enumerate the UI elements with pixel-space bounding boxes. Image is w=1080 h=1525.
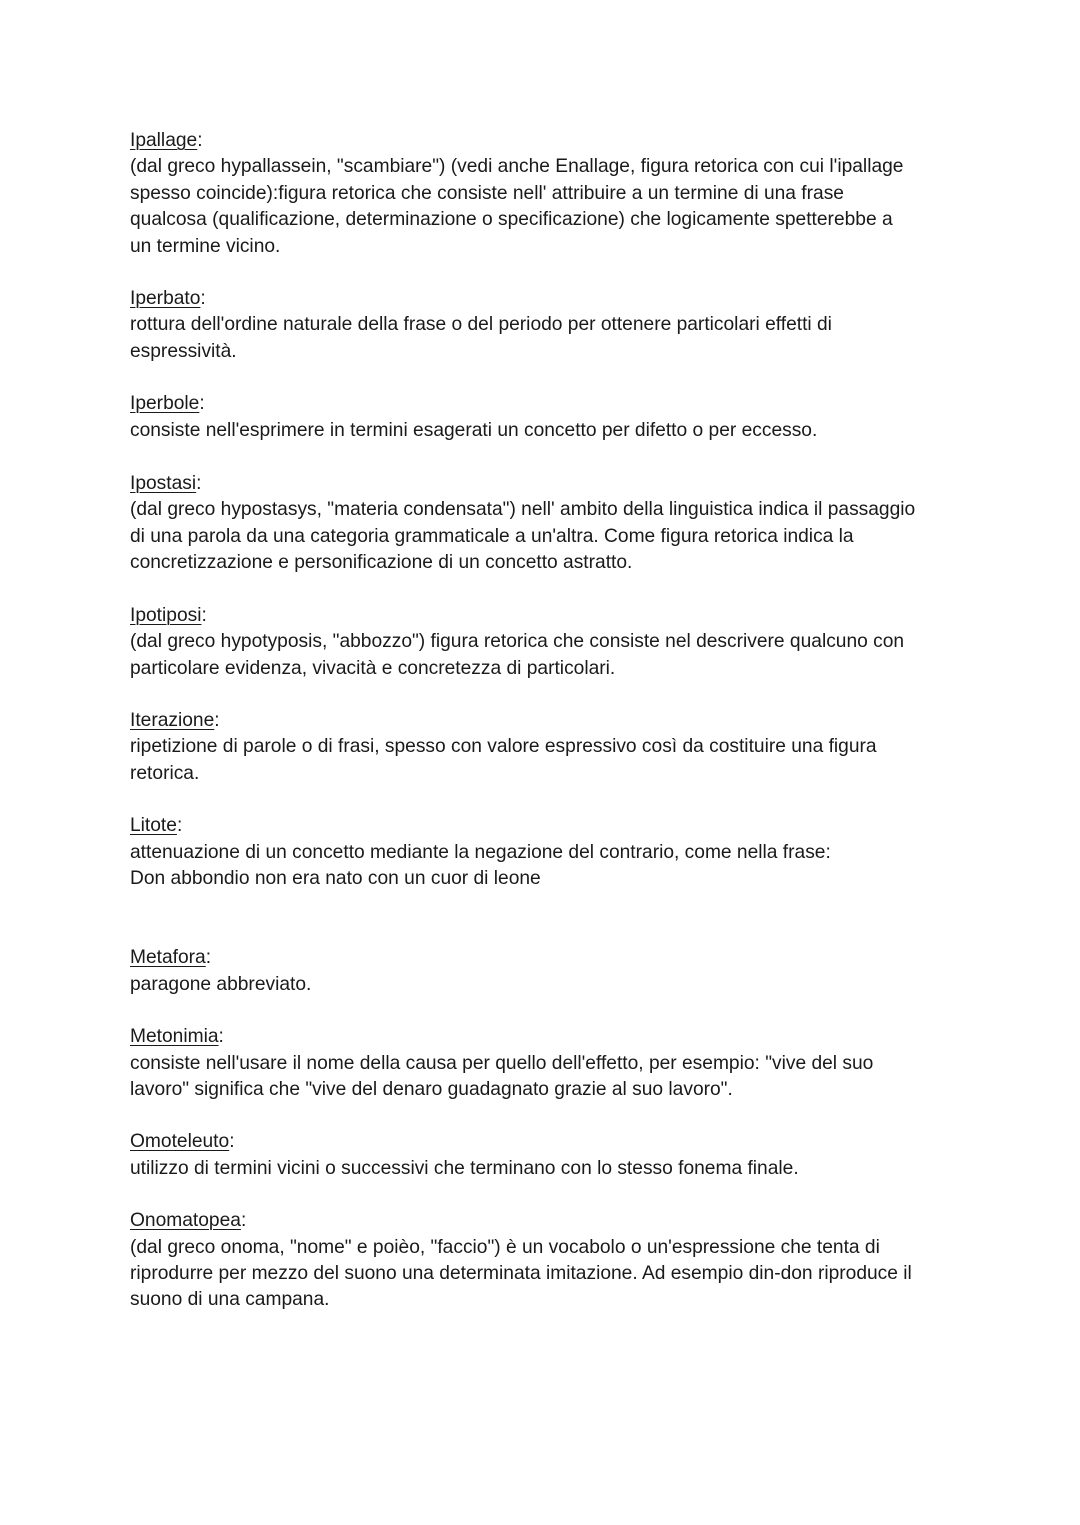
entry-term-word: Metafora (130, 947, 206, 969)
entry-term (130, 128, 960, 154)
glossary-entry-iperbole (130, 391, 960, 444)
entry-term-word: Onomatopea (130, 1210, 241, 1232)
entry-term-colon: : (229, 1131, 235, 1153)
glossary-entry-metafora (130, 945, 960, 998)
glossary-entry-ipallage (130, 128, 960, 260)
glossary-entry-ipotiposi (130, 603, 960, 682)
entry-term-colon: : (197, 130, 203, 151)
entry-term-colon: : (201, 604, 207, 626)
entry-definition: paragone abbreviato. (130, 973, 312, 995)
entry-definition: (dal greco onoma, "nome" e poièo, "faccio") è un vocabolo o un'espressione che tenta di riprodurre per mezzo del suono una determinata imitazione. Ad esempio din-don riproduce il suono di una campana. (130, 1236, 912, 1311)
glossary-entry-metonimia (130, 1024, 960, 1103)
entry-definition: rottura dell'ordine naturale della frase o del periodo per ottenere particolari effetti di espressività. (130, 314, 832, 362)
glossary-entry-litote (130, 813, 960, 892)
entry-term (130, 286, 960, 312)
entry-term (130, 1129, 960, 1155)
entry-term-colon: : (214, 709, 220, 731)
entry-term (130, 471, 960, 497)
entry-term-word: Ipotiposi (130, 604, 202, 626)
entry-term (130, 708, 960, 734)
entry-term-word: Iterazione (130, 709, 215, 731)
glossary-entry-iperbato (130, 286, 960, 365)
entry-term-word: Metonimia (130, 1026, 219, 1048)
entry-term-colon: : (200, 288, 206, 310)
entry-term-colon: : (176, 815, 183, 837)
entry-term (130, 813, 960, 839)
entry-term (130, 945, 960, 971)
entry-term-word: Ipostasi (130, 473, 197, 495)
glossary-entry-ipostasi (130, 471, 960, 577)
entry-term-word: Iperbato (130, 288, 201, 310)
glossary-entry-iterazione (130, 708, 960, 787)
entry-term-colon: : (218, 1026, 224, 1048)
entry-term-word: Litote (130, 815, 177, 837)
entry-term-colon: : (205, 947, 212, 969)
entry-term-word: Omoteleuto (130, 1131, 230, 1153)
entry-term-word: Iperbole (130, 393, 200, 415)
entry-term-colon: : (240, 1210, 247, 1232)
entry-definition: utilizzo di termini vicini o successivi che terminano con lo stesso fonema finale. (130, 1157, 799, 1179)
document-page (130, 128, 960, 1314)
entry-term (130, 1208, 960, 1234)
entry-definition: attenuazione di un concetto mediante la negazione del contrario, come nella frase: Don abbondio non era nato con un cuor di leone (130, 841, 831, 889)
entry-term (130, 391, 960, 417)
entry-definition: (dal greco hypotyposis, "abbozzo") figura retorica che consiste nel descrivere qualcuno con particolare evidenza, vivacità e concretezza di particolari. (130, 631, 905, 679)
entry-definition: consiste nell'usare il nome della causa per quello dell'effetto, per esempio: "vive del suo lavoro" significa che "vive del denaro guadagnato grazie al suo lavoro". (130, 1052, 874, 1100)
glossary-entry-omoteleuto (130, 1129, 960, 1182)
entry-term (130, 1024, 960, 1050)
entry-term-word: Ipallage (130, 130, 198, 151)
entry-definition: consiste nell'esprimere in termini esagerati un concetto per difetto o per eccesso. (130, 419, 818, 441)
entry-definition: (dal greco hypallassein, "scambiare") (vedi anche Enallage, figura retorica con cui l'ipallage spesso coincide):figura retorica che consiste nell' attribuire a un termine di una frase qualcosa (qualificazione, determinazione o specificazione) che logicamente spetterebbe a un termine vicino. (130, 156, 904, 257)
glossary-entry-onomatopea (130, 1208, 960, 1314)
entry-definition: ripetizione di parole o di frasi, spesso con valore espressivo così da costituire una figura retorica. (130, 736, 877, 784)
entry-term-colon: : (199, 393, 205, 415)
entry-term-colon: : (196, 473, 202, 495)
entry-definition: (dal greco hypostasys, "materia condensata") nell' ambito della linguistica indica il passaggio di una parola da una categoria grammaticale a un'altra. Come figura retorica indica la concretizzazione e personificazione di un concetto astratto. (130, 499, 916, 574)
entry-term (130, 603, 960, 629)
